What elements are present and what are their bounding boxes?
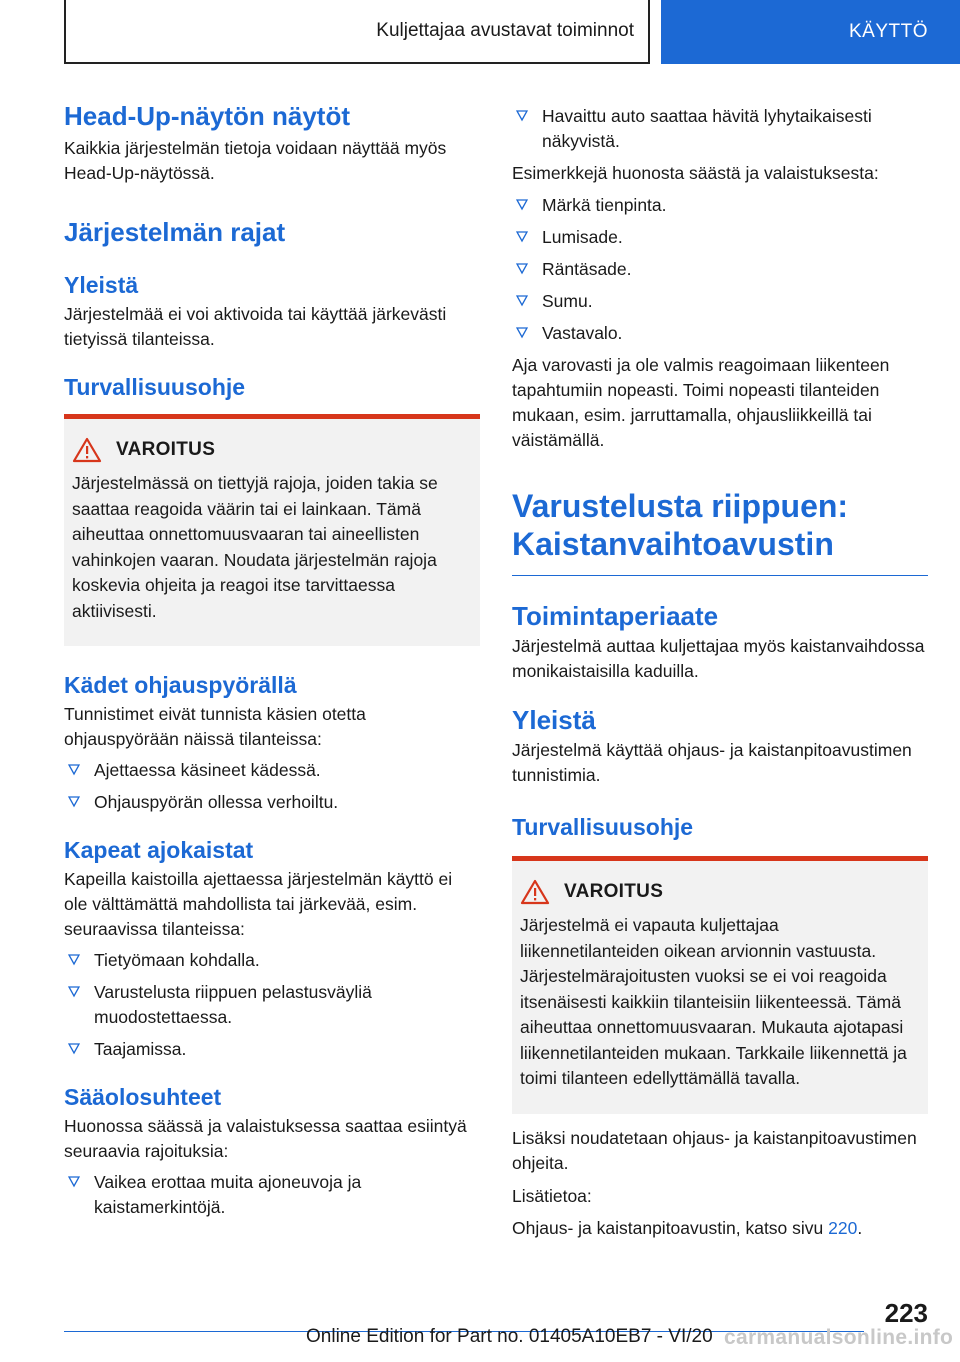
lane-change-heading: Varustelusta riippuen: Kaistanvaihtoavustin	[512, 488, 849, 562]
triangle-bullet-icon	[68, 954, 80, 966]
list-item: Lumisade.	[512, 225, 928, 250]
general-heading: Yleistä	[64, 272, 139, 298]
drive-paragraph: Aja varovasti ja ole valmis reagoimaan liikenteen tapahtumiin nopeasti. Toimi nopeasti tilanteiden mukaan, esim. jarruttamalla, ohjausliikkeillä tai väistämällä.	[512, 355, 890, 450]
weather-heading: Sääolosuhteet	[64, 1084, 222, 1110]
page-number: 223	[884, 1298, 928, 1328]
general-paragraph-right: Järjestelmä käyttää ohjaus- ja kaistanpitoavustimen tunnistimia.	[512, 740, 912, 785]
weather-list	[64, 1170, 480, 1220]
general-paragraph: Järjestelmää ei voi aktivoida tai käyttää järkevästi tietyissä tilanteissa.	[64, 304, 447, 349]
left-column	[64, 100, 480, 1220]
lanes-heading: Kapeat ajokaistat	[64, 837, 254, 863]
hands-paragraph: Tunnistimet eivät tunnista käsien otetta ohjauspyörään näissä tilanteissa:	[64, 704, 366, 749]
list-item: Varustelusta riippuen pelastusväyliä muodostettaessa.	[64, 980, 480, 1030]
principle-heading: Toimintaperiaate	[512, 601, 719, 631]
page-link[interactable]: 220	[828, 1217, 858, 1238]
section-title: Kuljettajaa avustavat toiminnot	[376, 20, 634, 41]
warning-triangle-icon	[520, 879, 550, 905]
triangle-bullet-icon	[516, 110, 528, 122]
triangle-bullet-icon	[516, 295, 528, 307]
watermark: carmanualsonline.info	[724, 1326, 954, 1349]
hands-heading: Kädet ohjauspyörällä	[64, 672, 297, 698]
limits-heading: Järjestelmän rajat	[64, 217, 286, 247]
list-item: Märkä tienpinta.	[512, 193, 928, 218]
triangle-bullet-icon	[516, 263, 528, 275]
list-item: Tietyömaan kohdalla.	[64, 948, 480, 973]
triangle-bullet-icon	[68, 796, 80, 808]
hud-heading: Head-Up-näytön näytöt	[64, 101, 350, 131]
chapter-tab	[661, 0, 960, 64]
safety-heading: Turvallisuusohje	[64, 374, 246, 400]
heading-rule	[512, 575, 928, 576]
triangle-bullet-icon	[516, 231, 528, 243]
hud-paragraph: Kaikkia järjestelmän tietoja voidaan näyttää myös Head-Up-näytössä.	[64, 138, 447, 183]
triangle-bullet-icon	[516, 199, 528, 211]
more-info-label: Lisätietoa:	[512, 1185, 592, 1206]
weather-paragraph: Huonossa säässä ja valaistuksessa saattaa esiintyä seuraavia rajoituksia:	[64, 1116, 467, 1161]
running-header	[64, 0, 650, 64]
warning-label: VAROITUS	[564, 881, 664, 902]
general-heading-right: Yleistä	[512, 705, 596, 735]
warning-triangle-icon	[72, 437, 102, 463]
triangle-bullet-icon	[516, 327, 528, 339]
edition-text: Online Edition for Part no. 01405A10EB7 - VI/20	[306, 1326, 713, 1347]
warning-text: Järjestelmässä on tiettyjä rajoja, joiden takia se saattaa reagoida väärin tai ei lainkaan. Tämä aiheuttaa onnettomuusvaaran tai aineellisten vahinkojen vaaran. Noudata järjestelmän rajoja koskevia ohjeita ja reagoi itse tarvittaessa aktiivisesti.	[72, 473, 438, 621]
principle-paragraph: Järjestelmä auttaa kuljettajaa myös kaistanvaihdossa monikaistaisilla kaduilla.	[512, 636, 925, 681]
note-paragraph: Lisäksi noudatetaan ohjaus- ja kaistanpitoavustimen ohjeita.	[512, 1127, 917, 1173]
triangle-bullet-icon	[68, 1176, 80, 1188]
triangle-bullet-icon	[68, 1043, 80, 1055]
list-item: Ajettaessa käsineet kädessä.	[64, 758, 480, 783]
list-item: Taajamissa.	[64, 1037, 480, 1062]
weather-list-continued	[512, 104, 928, 154]
examples-list	[512, 193, 928, 346]
list-item: Ohjauspyörän ollessa verhoiltu.	[64, 790, 480, 815]
list-item: Sumu.	[512, 289, 928, 314]
lanes-paragraph: Kapeilla kaistoilla ajettaessa järjestelmän käyttö ei ole välttämättä mahdollista tai järkevää, esim. seuraavissa tilanteissa:	[64, 869, 453, 939]
list-item: Vaikea erottaa muita ajoneuvoja ja kaistamerkintöjä.	[64, 1170, 480, 1220]
triangle-bullet-icon	[68, 986, 80, 998]
warning-box	[64, 414, 480, 646]
triangle-bullet-icon	[68, 764, 80, 776]
warning-text: Järjestelmä ei vapauta kuljettajaa liikennetilanteiden oikean arvionnin vastuusta. Järjestelmärajoitusten vuoksi se ei voi reagoida itsenäisesti kaikkiin tilanteisiin liikenteessä. Tämä aiheuttaa onnettomuusvaaran. Mukauta ajotapasi liikennetilanteiden mukaan. Tarkkaile liikennettä ja toimi tilanteen edellyttämällä tavalla.	[520, 915, 907, 1088]
warning-label: VAROITUS	[116, 439, 216, 460]
warning-box-right	[512, 856, 928, 1114]
lanes-list	[64, 948, 480, 1062]
list-item: Räntäsade.	[512, 257, 928, 282]
right-column	[512, 104, 928, 1241]
examples-paragraph: Esimerkkejä huonosta säästä ja valaistuksesta:	[512, 163, 879, 183]
reference-paragraph: Ohjaus- ja kaistanpitoavustin, katso sivu 220.	[512, 1217, 863, 1238]
hands-list	[64, 758, 480, 815]
safety-heading-right: Turvallisuusohje	[512, 814, 694, 840]
list-item: Vastavalo.	[512, 321, 928, 346]
list-item: Havaittu auto saattaa hävitä lyhytaikaisesti näkyvistä.	[512, 104, 928, 154]
chapter-title: KÄYTTÖ	[848, 21, 928, 42]
